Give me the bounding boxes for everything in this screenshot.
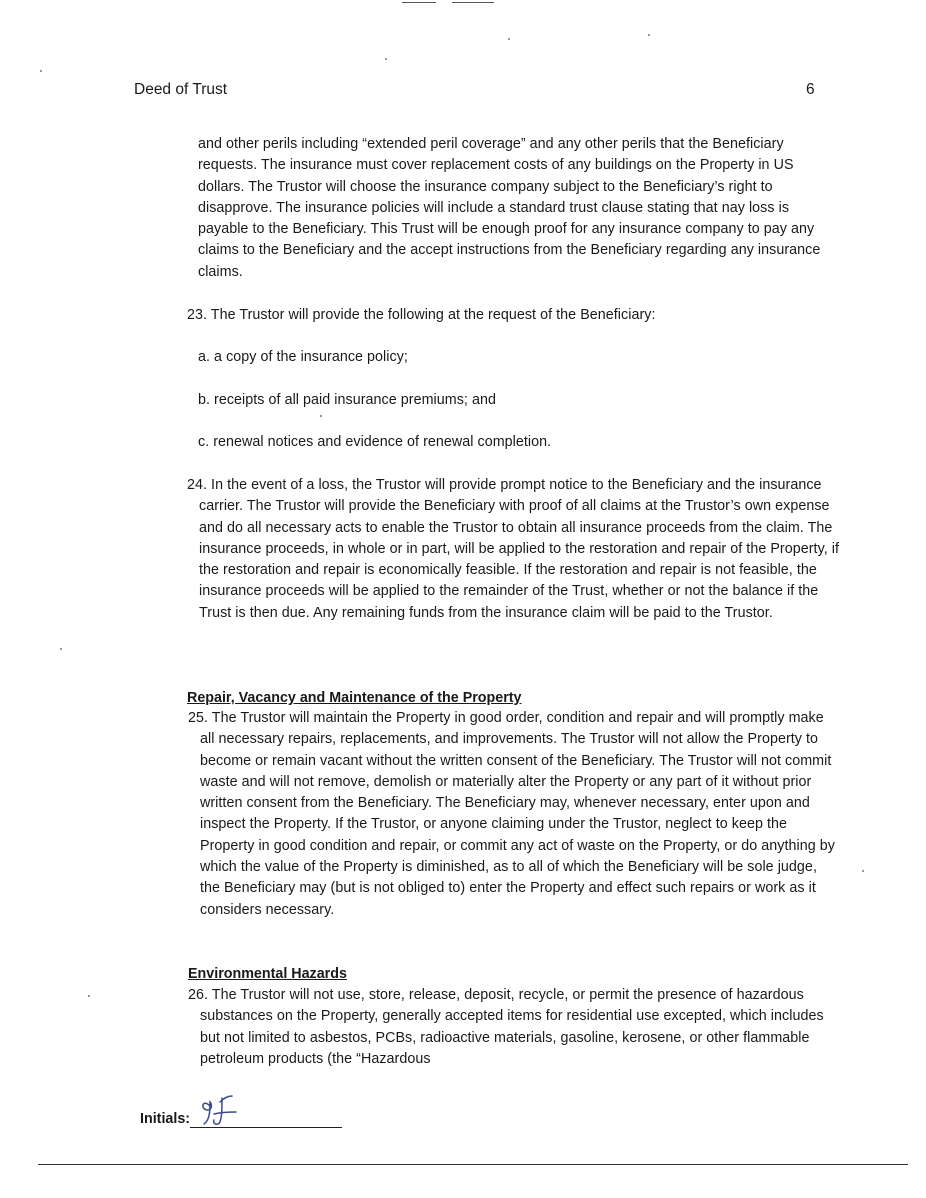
section-heading-environmental: Environmental Hazards	[188, 966, 347, 982]
list-item-23c: c. renewal notices and evidence of renewal completion.	[198, 434, 552, 450]
document-title: Deed of Trust	[134, 81, 228, 98]
scan-speck	[40, 70, 42, 72]
scan-speck	[508, 38, 510, 40]
paragraph-26: 26. The Trustor will not use, store, release, deposit, recycle, or permit the presence of hazardous substances on the Property, generally accepted items for residential use excepted, which includes but not limited to asbestos, PCBs, radioactive materials, gasoline, kerosene, or other flammable petroleum products (the “Hazardous	[188, 987, 824, 1067]
footer-rule	[38, 1164, 908, 1165]
handwritten-initials	[196, 1090, 244, 1128]
paragraph-24: 24. In the event of a loss, the Trustor will provide prompt notice to the Beneficiary and the insurance carrier. The Trustor will provide the Beneficiary with proof of all claims at the Trustor’s own expense and do all necessary acts to enable the Trustor to obtain all insurance proceeds from the claim. The insurance proceeds, in whole or in part, will be applied to the restoration and repair of the Property, if the restoration and repair is economically feasible. If the restoration and repair is not feasible, the insurance proceeds will be applied to the remainder of the Trust, whether or not the balance if the Trust is then due. Any remaining funds from the insurance claim will be paid to the Trustor.	[187, 477, 840, 621]
scan-speck	[385, 58, 387, 60]
scan-speck	[60, 648, 62, 650]
paragraph-23: 23. The Trustor will provide the following at the request of the Beneficiary:	[187, 307, 656, 323]
paragraph-25: 25. The Trustor will maintain the Property in good order, condition and repair and will promptly make all necessary repairs, replacements, and improvements. The Trustor will not allow the Property to become or remain vacant without the written consent of the Beneficiary. The Trustor will not commit waste and will not remove, demolish or materially alter the Property or any part of it without prior written consent from the Beneficiary. The Beneficiary may, whenever necessary, enter upon and inspect the Property. If the Trustor, or anyone claiming under the Trustor, neglect to keep the Property in good condition and repair, or commit any act of waste on the Property, or do anything by which the value of the Property is diminished, as to all of which the Beneficiary will be sole judge, the Beneficiary may (but is not obliged to) enter the Property and effect such repairs or work as it considers necessary.	[188, 710, 835, 918]
list-item-23a: a. a copy of the insurance policy;	[198, 349, 408, 365]
scan-mark	[402, 2, 436, 3]
section-heading-repair: Repair, Vacancy and Maintenance of the Property	[187, 690, 522, 706]
initials-label: Initials:	[140, 1111, 191, 1127]
scan-speck	[862, 870, 864, 872]
page-number: 6	[806, 81, 815, 98]
continuation-paragraph: and other perils including “extended peril coverage” and any other perils that the Beneficiary requests. The insurance must cover replacement costs of any buildings on the Property in US dollars. The Trustor will choose the insurance company subject to the Beneficiary’s right to disapprove. The insurance policies will include a standard trust clause stating that nay loss is payable to the Beneficiary. This Trust will be enough proof for any insurance company to pay any claims to the Beneficiary and the accept instructions from the Beneficiary regarding any insurance claims.	[198, 136, 821, 280]
scan-speck	[320, 415, 322, 417]
initials-line	[190, 1127, 342, 1128]
scan-mark	[452, 2, 494, 3]
list-item-23b: b. receipts of all paid insurance premiums; and	[198, 392, 496, 408]
scan-speck	[88, 995, 90, 997]
scan-speck	[648, 34, 650, 36]
